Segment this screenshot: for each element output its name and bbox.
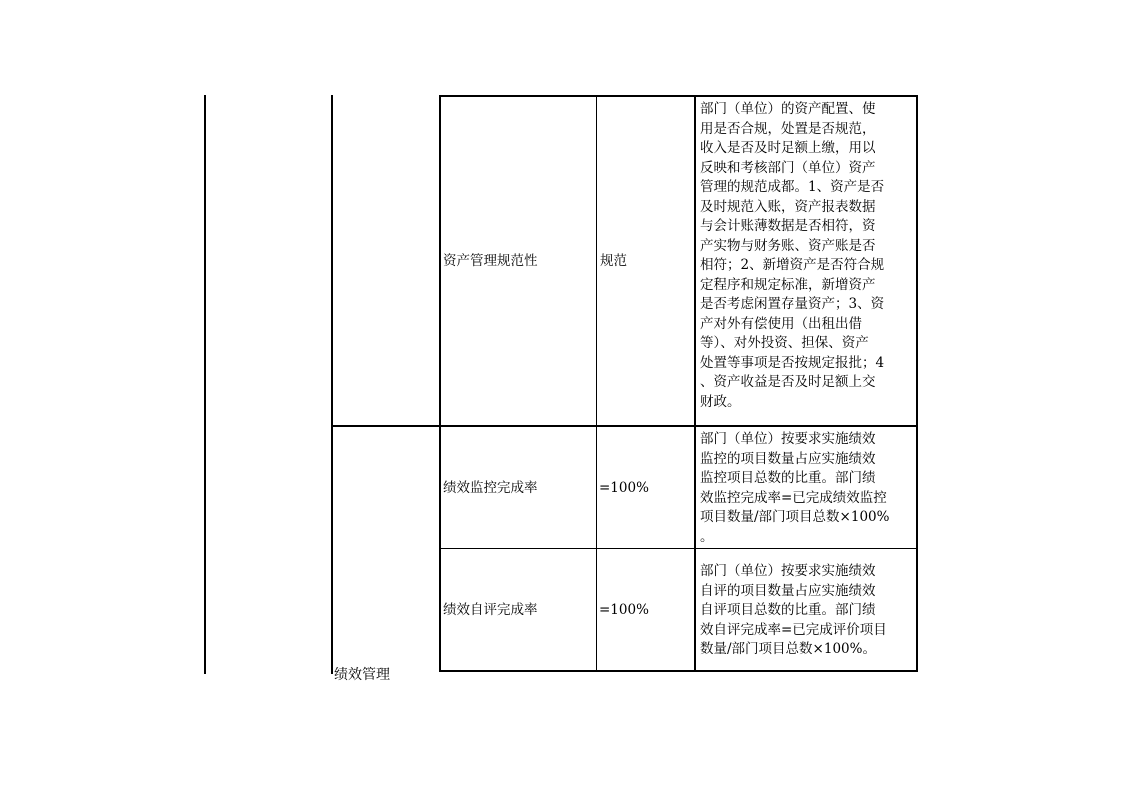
desc-line: 监控的项目数量占应实施绩效 [700, 450, 876, 467]
desc-line: 效监控完成率=已完成绩效监控 [700, 489, 887, 506]
target-self-evaluation-rate: =100% [599, 602, 649, 618]
desc-line: 部门（单位）的资产配置、使 [700, 101, 876, 117]
desc-line: 监控项目总数的比重。部门绩 [700, 470, 876, 486]
desc-line: 与会计账薄数据是否相符，资 [700, 218, 876, 234]
desc-line: 产对外有偿使用（出租出借 [700, 315, 862, 332]
desc-line: 、资产收益是否及时足额上交 [700, 374, 876, 390]
indicator-monitoring-rate: 绩效监控完成率 [443, 480, 538, 496]
desc-line: 处置等事项是否按规定报批；4 [700, 354, 885, 371]
desc-line: 。 [700, 528, 714, 545]
desc-line: 是否考虑闲置存量资产；3、资 [700, 296, 885, 312]
description-asset-management [700, 100, 914, 412]
target-monitoring-rate: =100% [599, 480, 649, 496]
desc-line: 项目数量/部门项目总数×100% [700, 509, 890, 525]
desc-line: 相符；2、新增资产是否符合规 [700, 257, 885, 273]
desc-line: 产实物与财务账、资产账是否 [700, 237, 876, 254]
desc-line: 数量/部门项目总数×100%。 [700, 641, 876, 657]
desc-line: 财政。 [700, 393, 741, 410]
indicator-asset-management: 资产管理规范性 [443, 253, 538, 269]
desc-line: 等）、对外投资、担保、资产 [700, 335, 869, 351]
category-label: 绩效管理 [334, 667, 390, 683]
target-asset-management: 规范 [600, 253, 627, 269]
desc-line: 定程序和规定标准，新增资产 [700, 276, 876, 293]
indicator-self-evaluation-rate: 绩效自评完成率 [443, 602, 538, 618]
desc-line: 部门（单位）按要求实施绩效 [700, 431, 876, 447]
description-monitoring-rate [700, 430, 914, 547]
desc-line: 效自评完成率=已完成评价项目 [700, 621, 887, 638]
desc-line: 及时规范入账，资产报表数据 [700, 198, 876, 215]
desc-line: 收入是否及时足额上缴，用以 [700, 140, 876, 156]
desc-line: 自评项目总数的比重。部门绩 [700, 602, 876, 618]
desc-line: 自评的项目数量占应实施绩效 [700, 582, 876, 599]
desc-line: 管理的规范成都。1、资产是否 [700, 179, 885, 195]
desc-line: 部门（单位）按要求实施绩效 [700, 563, 876, 579]
desc-line: 反映和考核部门（单位）资产 [700, 159, 876, 176]
description-self-evaluation-rate [700, 562, 914, 660]
desc-line: 用是否合规，处置是否规范， [700, 120, 876, 137]
